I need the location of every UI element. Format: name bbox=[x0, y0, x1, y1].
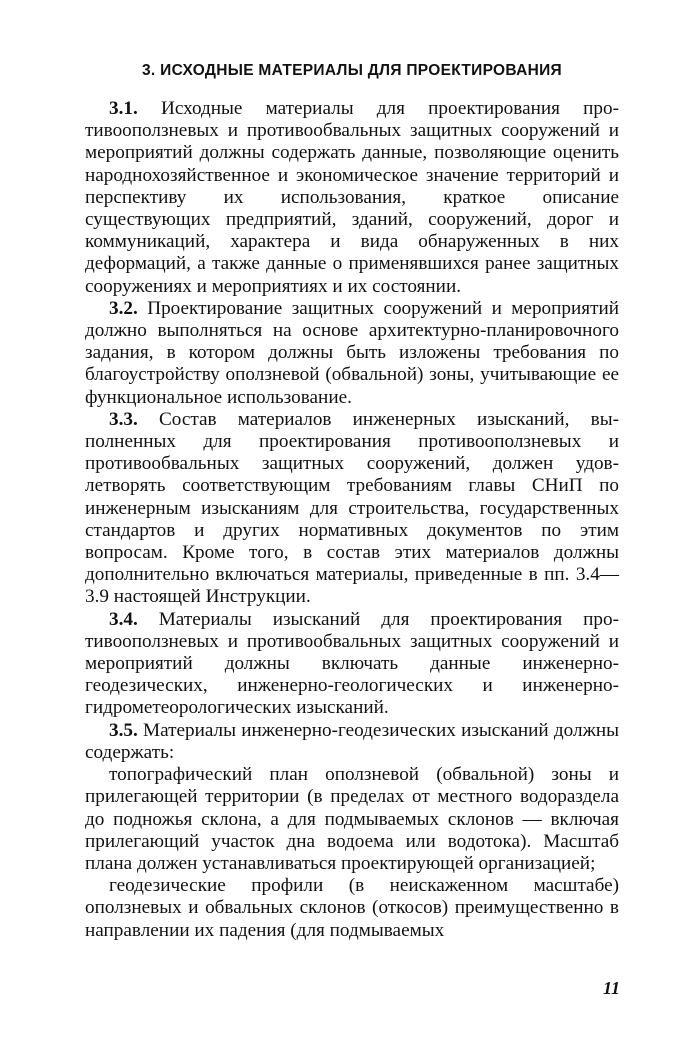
paragraph-text: Состав материалов инженерных изысканий, выполненных для проектирования противооползневых и противообвальных защитных сооружений, должен удовлетворять соответствующим требованиям главы СНиП по инженерным изысканиям для строительства, государственных стандартов и других нормативных документов по этим вопросам. Кроме того, в состав этих материалов должны дополнительно включаться материалы, приведенные в пп. 3.4—3.9 настоящей Инструкции. bbox=[85, 408, 619, 608]
paragraph-3-2 bbox=[85, 298, 619, 409]
paragraph-text: Материалы инженерно-геодезических изысканий должны содержать: bbox=[85, 719, 620, 763]
paragraph-text: топографический план оползневой (обвальной) зоны и прилегающей территории (в пределах от местного водораздела до подножья склона, а для подмываемых склонов — включая прилегающий участок дна водоема или водотока). Масштаб плана должен устанавливаться проектирующей организацией; bbox=[85, 764, 619, 874]
document-page bbox=[85, 60, 619, 942]
paragraph-3-4 bbox=[85, 609, 619, 720]
page-number: 11 bbox=[603, 978, 621, 998]
paragraph-number: 3.5. bbox=[109, 719, 138, 741]
list-item-topographic-plan bbox=[85, 764, 619, 875]
paragraph-number: 3.2. bbox=[109, 297, 138, 319]
paragraph-text: Исходные материалы для проектирования противооползневых и противообвальных защитных сооружений и мероприятий должны содержать данные, позволяющие оценить народнохозяйственное и экономическое значение территорий и перспективу их использования, краткое описание существующих предприятий, зданий, сооружений, дорог и коммуникаций, характера и вида обнаруженных в них деформаций, а также данные о применявшихся ранее защитных сооружениях и мероприятиях и их состоянии. bbox=[85, 98, 620, 297]
paragraph-number: 3.3. bbox=[109, 408, 138, 430]
paragraph-number: 3.4. bbox=[109, 608, 138, 630]
paragraph-text: Материалы изысканий для проектирования противооползневых и противообвальных защитных сооружений и мероприятий должны включать данные инженерно-геодезических, инженерно-геологических и инженерно-гидрометеорологических изысканий. bbox=[85, 608, 620, 719]
paragraph-text: Проектирование защитных сооружений и мероприятий должно выполняться на основе архитектурно-планировочного задания, в котором должны быть изложены требования по благоустройству оползневой (обвальной) зоны, учитывающие ее функциональное использование. bbox=[85, 297, 620, 408]
paragraph-3-3 bbox=[85, 409, 619, 609]
paragraph-3-5 bbox=[85, 720, 619, 764]
paragraph-3-1 bbox=[85, 98, 619, 298]
paragraph-text: геодезические профили (в неискаженном масштабе) оползневых и обвальных склонов (откосов) преимущественно в направлении их падения (для подмываемых bbox=[85, 875, 619, 941]
list-item-geodetic-profiles bbox=[85, 875, 619, 942]
paragraph-number: 3.1. bbox=[109, 98, 138, 119]
section-title: 3. ИСХОДНЫЕ МАТЕРИАЛЫ ДЛЯ ПРОЕКТИРОВАНИЯ bbox=[142, 62, 562, 79]
